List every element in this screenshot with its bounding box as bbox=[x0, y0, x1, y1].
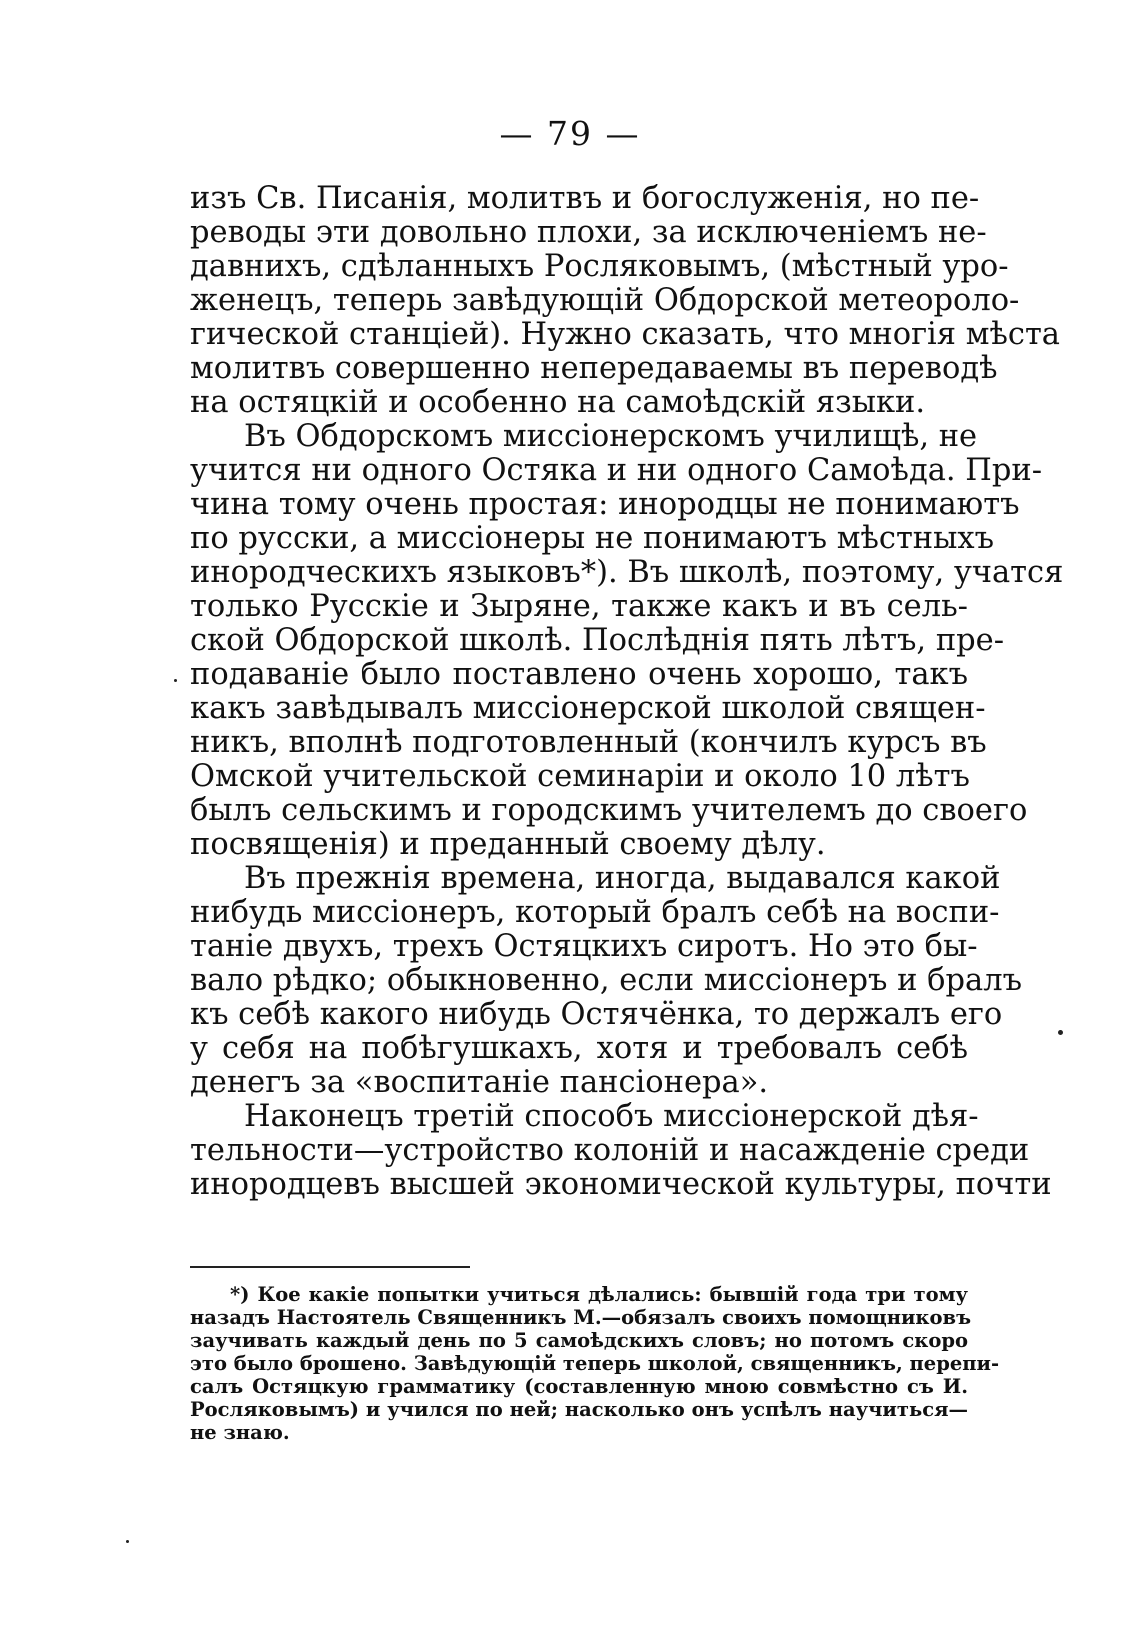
text-line: Въ Обдорскомъ миссіонерскомъ училищѣ, не bbox=[244, 419, 978, 454]
text-line: учится ни одного Остяка и ни одного Самоѣда. При- bbox=[190, 453, 1043, 488]
text-line: Омской учительской семинаріи и около 10 лѣтъ bbox=[190, 759, 970, 794]
text-line: у себя на побѣгушкахъ, хотя и требовалъ себѣ bbox=[190, 1031, 968, 1066]
text-line: Наконецъ третій способъ миссіонерской дѣя- bbox=[244, 1099, 979, 1134]
footnote-rule bbox=[190, 1266, 470, 1268]
text-line: денегъ за «воспитаніе пансіонера». bbox=[190, 1065, 769, 1100]
text-line: какъ завѣдывалъ миссіонерской школой священ- bbox=[190, 691, 986, 726]
text-line: чина тому очень простая: инородцы не понимаютъ bbox=[190, 487, 1020, 522]
text-line: Въ прежнія времена, иногда, выдавался какой bbox=[244, 861, 1001, 896]
text-line: гической станціей). Нужно сказать, что многія мѣста bbox=[190, 317, 1060, 352]
ink-speck bbox=[174, 679, 177, 682]
footnote-line: салъ Остяцкую грамматику (составленную мною совмѣстно съ И. bbox=[190, 1375, 968, 1398]
text-line: только Русскіе и Зыряне, также какъ и въ сель- bbox=[190, 589, 968, 624]
text-line: къ себѣ какого нибудь Остячёнка, то держалъ его bbox=[190, 997, 1003, 1032]
text-line: подаваніе было поставлено очень хорошо, такъ bbox=[190, 657, 968, 692]
text-line: нибудь миссіонеръ, который бралъ себѣ на воспи- bbox=[190, 895, 1000, 930]
text-line: инородческихъ языковъ*). Въ школѣ, поэтому, учатся bbox=[190, 555, 1064, 590]
text-line: изъ Св. Писанія, молитвъ и богослуженія, но пе- bbox=[190, 181, 980, 216]
ink-speck bbox=[1058, 1030, 1063, 1035]
text-line: по русски, а миссіонеры не понимаютъ мѣстныхъ bbox=[190, 521, 995, 556]
text-line: таніе двухъ, трехъ Остяцкихъ сиротъ. Но это бы- bbox=[190, 929, 978, 964]
text-line: женецъ, теперь завѣдующій Обдорской метеороло- bbox=[190, 283, 1020, 318]
footnote-line: заучивать каждый день по 5 самоѣдскихъ словъ; но потомъ скоро bbox=[190, 1329, 968, 1352]
ink-speck bbox=[126, 1540, 129, 1543]
footnote-line: *) Кое какіе попытки учиться дѣлались: бывшій года три тому bbox=[230, 1283, 968, 1306]
text-line: посвященія) и преданный своему дѣлу. bbox=[190, 827, 826, 862]
text-line: ской Обдорской школѣ. Послѣднія пять лѣтъ, пре- bbox=[190, 623, 1005, 658]
text-line: на остяцкій и особенно на самоѣдскій языки. bbox=[190, 385, 926, 420]
text-line: вало рѣдко; обыкновенно, если миссіонеръ и бралъ bbox=[190, 963, 1023, 998]
footnote-line: это было брошено. Завѣдующій теперь школой, священникъ, перепи- bbox=[190, 1352, 1000, 1375]
text-line: реводы эти довольно плохи, за исключеніемъ не- bbox=[190, 215, 987, 250]
footnote-line: не знаю. bbox=[190, 1421, 290, 1444]
text-line: молитвъ совершенно непередаваемы въ переводѣ bbox=[190, 351, 998, 386]
text-line: давнихъ, сдѣланныхъ Росляковымъ, (мѣстный уро- bbox=[190, 249, 1009, 284]
text-line: тельности—устройство колоній и насажденіе среди bbox=[190, 1133, 1030, 1168]
text-line: никъ, вполнѣ подготовленный (кончилъ курсъ въ bbox=[190, 725, 987, 760]
footnote-line: Росляковымъ) и учился по ней; насколько онъ успѣлъ научиться— bbox=[190, 1398, 968, 1421]
footnote-line: назадъ Настоятель Священникъ М.—обязалъ своихъ помощниковъ bbox=[190, 1306, 972, 1329]
page-number: — 79 — bbox=[499, 114, 641, 153]
text-line: инородцевъ высшей экономической культуры, почти bbox=[190, 1167, 1052, 1202]
text-line: былъ сельскимъ и городскимъ учителемъ до своего bbox=[190, 793, 1028, 828]
